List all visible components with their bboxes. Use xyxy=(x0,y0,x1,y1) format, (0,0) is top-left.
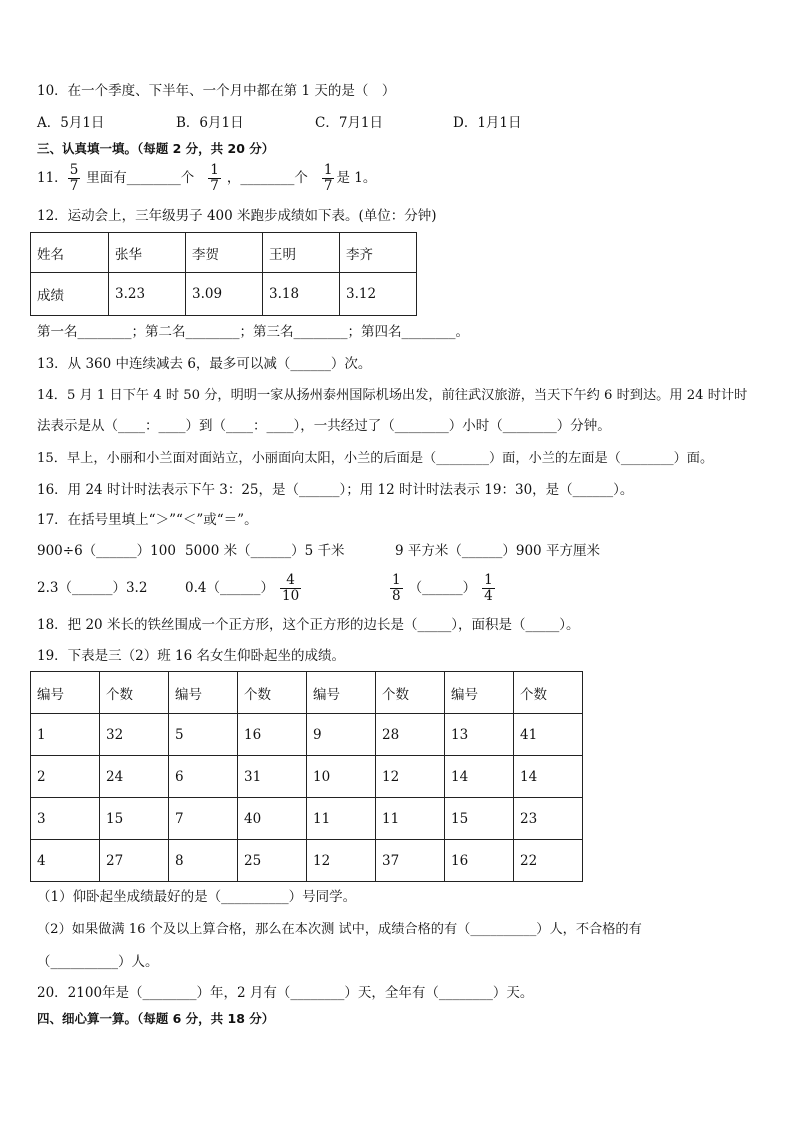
table-cell: 王明 xyxy=(263,233,340,273)
table-cell: 3.09 xyxy=(186,273,263,316)
table-cell: 13 xyxy=(445,714,514,756)
fraction-denominator: 8 xyxy=(392,588,401,604)
question-16: 16．用 24 时计时法表示下午 3：25，是（______）；用 12 时计时法表示 19：30，是（______）。 xyxy=(37,482,634,498)
fraction-numerator: 1 xyxy=(392,572,401,588)
q11-prefix: 11． xyxy=(37,170,68,186)
fraction-numerator: 5 xyxy=(69,162,79,178)
fraction-denominator: 10 xyxy=(281,588,300,604)
fraction-denominator: 4 xyxy=(484,588,493,604)
fraction-4-10 xyxy=(280,573,301,604)
table-cell: 27 xyxy=(100,840,169,882)
table-cell: 37 xyxy=(376,840,445,882)
question-19: 19．下表是三（2）班 16 名女生仰卧起坐的成绩。 xyxy=(37,648,346,664)
fraction-denominator: 7 xyxy=(323,178,333,194)
q17-item-4: 2.3（______）3.2 xyxy=(37,580,148,596)
table-cell: 16 xyxy=(445,840,514,882)
q11-text-3: 是 1。 xyxy=(336,170,377,186)
table-cell: 16 xyxy=(238,714,307,756)
table-header-cell: 个数 xyxy=(376,672,445,714)
question-17: 17．在括号里填上“＞”“＜”或“＝”。 xyxy=(37,512,258,528)
q11-text-1: 里面有________个 xyxy=(86,170,195,186)
fraction-5-7 xyxy=(68,163,81,194)
table-cell: 2 xyxy=(31,756,100,798)
fraction-1-7-a xyxy=(208,163,221,194)
fraction-denominator: 7 xyxy=(210,178,219,194)
question-10: 10．在一个季度、下半年、一个月中都在第 1 天的是（ ） xyxy=(37,83,396,99)
table-cell: 3.18 xyxy=(263,273,340,316)
table-header-cell: 个数 xyxy=(514,672,583,714)
table-cell: 3 xyxy=(31,798,100,840)
table-cell: 14 xyxy=(445,756,514,798)
fraction-numerator: 1 xyxy=(484,572,493,588)
table-cell: 成绩 xyxy=(31,273,109,316)
table-header-cell: 个数 xyxy=(100,672,169,714)
fraction-numerator: 1 xyxy=(323,162,333,178)
question-12: 12．运动会上，三年级男子 400 米跑步成绩如下表。(单位：分钟) xyxy=(37,208,437,224)
table-cell: 张华 xyxy=(109,233,186,273)
table-row xyxy=(31,756,583,798)
table-cell: 李贺 xyxy=(186,233,263,273)
table-cell: 3.12 xyxy=(340,273,417,316)
table-header-cell: 编号 xyxy=(445,672,514,714)
q10-option-a: A．5月1日 xyxy=(37,115,105,131)
question-18: 18．把 20 米长的铁丝围成一个正方形，这个正方形的边长是（_____），面积是（_____）。 xyxy=(37,617,580,633)
table-cell: 24 xyxy=(100,756,169,798)
q12-score-table xyxy=(30,232,417,316)
table-cell: 8 xyxy=(169,840,238,882)
table-cell: 14 xyxy=(514,756,583,798)
q11-text-2: ，________个 xyxy=(226,170,308,186)
table-cell: 11 xyxy=(307,798,376,840)
question-14-line-2: 法表示是从（____：____）到（____：____），一共经过了（________）小时（________）分钟。 xyxy=(37,418,611,434)
table-row xyxy=(31,714,583,756)
q17-item-5-text: 0.4（______） xyxy=(185,580,274,596)
question-14-line-1: 14．5 月 1 日下午 4 时 50 分，明明一家从扬州泰州国际机场出发，前往武汉旅游，当天下午约 6 时到达。用 24 时计时 xyxy=(37,388,748,403)
q19-situp-table xyxy=(30,671,583,882)
q17-item-3: 9 平方米（______）900 平方厘米 xyxy=(395,543,600,559)
table-cell: 41 xyxy=(514,714,583,756)
question-20: 20．2100年是（________）年，2 月有（________）天，全年有（________）天。 xyxy=(37,985,534,1001)
table-header-cell: 编号 xyxy=(169,672,238,714)
q17-item-5 xyxy=(185,568,307,608)
table-cell: 15 xyxy=(100,798,169,840)
table-cell: 6 xyxy=(169,756,238,798)
q19-subquestion-2-line-1: （2）如果做满 16 个及以上算合格，那么在本次测 试中，成绩合格的有（__________）人，不合格的有 xyxy=(37,922,642,937)
table-cell: 28 xyxy=(376,714,445,756)
q17-item-2: 5000 米（______）5 千米 xyxy=(185,543,345,559)
table-header-cell: 编号 xyxy=(31,672,100,714)
table-header-cell: 编号 xyxy=(307,672,376,714)
q17-item-6 xyxy=(390,568,501,608)
table-cell: 23 xyxy=(514,798,583,840)
table-cell: 9 xyxy=(307,714,376,756)
q12-ranking-blanks: 第一名________；第二名________；第三名________；第四名________。 xyxy=(37,324,469,340)
table-row xyxy=(31,840,583,882)
table-cell: 15 xyxy=(445,798,514,840)
table-cell: 7 xyxy=(169,798,238,840)
table-cell: 32 xyxy=(100,714,169,756)
table-cell: 4 xyxy=(31,840,100,882)
question-15: 15．早上，小丽和小兰面对面站立，小丽面向太阳，小兰的后面是（________）面，小兰的左面是（________）面。 xyxy=(37,451,714,466)
q10-option-c: C．7月1日 xyxy=(315,115,384,131)
q17-item-1: 900÷6（______）100 xyxy=(37,543,176,559)
fraction-denominator: 7 xyxy=(69,178,79,194)
table-cell: 11 xyxy=(376,798,445,840)
q10-option-d: D．1月1日 xyxy=(453,115,522,131)
section-4-heading: 四、细心算一算。（每题 6 分，共 18 分） xyxy=(37,1011,275,1026)
table-row xyxy=(31,798,583,840)
table-cell: 3.23 xyxy=(109,273,186,316)
table-cell: 李齐 xyxy=(340,233,417,273)
table-cell: 31 xyxy=(238,756,307,798)
table-cell: 40 xyxy=(238,798,307,840)
table-cell: 5 xyxy=(169,714,238,756)
fraction-1-8 xyxy=(390,573,403,604)
table-cell: 姓名 xyxy=(31,233,109,273)
table-cell: 12 xyxy=(376,756,445,798)
table-cell: 22 xyxy=(514,840,583,882)
fraction-1-4 xyxy=(482,573,495,604)
table-header-cell: 个数 xyxy=(238,672,307,714)
table-cell: 1 xyxy=(31,714,100,756)
q10-option-b: B．6月1日 xyxy=(176,115,244,131)
question-11 xyxy=(37,158,376,198)
table-cell: 10 xyxy=(307,756,376,798)
q19-subquestion-1: （1）仰卧起坐成绩最好的是（__________）号同学。 xyxy=(37,889,357,905)
question-13: 13．从 360 中连续减去 6，最多可以减（______）次。 xyxy=(37,356,372,372)
table-cell: 12 xyxy=(307,840,376,882)
q17-item-6-text: （______） xyxy=(408,580,477,596)
table-cell: 25 xyxy=(238,840,307,882)
fraction-numerator: 4 xyxy=(286,572,295,588)
section-3-heading: 三、认真填一填。（每题 2 分，共 20 分） xyxy=(37,141,275,156)
fraction-numerator: 1 xyxy=(210,162,219,178)
fraction-1-7-b xyxy=(322,163,335,194)
q19-subquestion-2-line-2: （__________）人。 xyxy=(37,954,159,970)
